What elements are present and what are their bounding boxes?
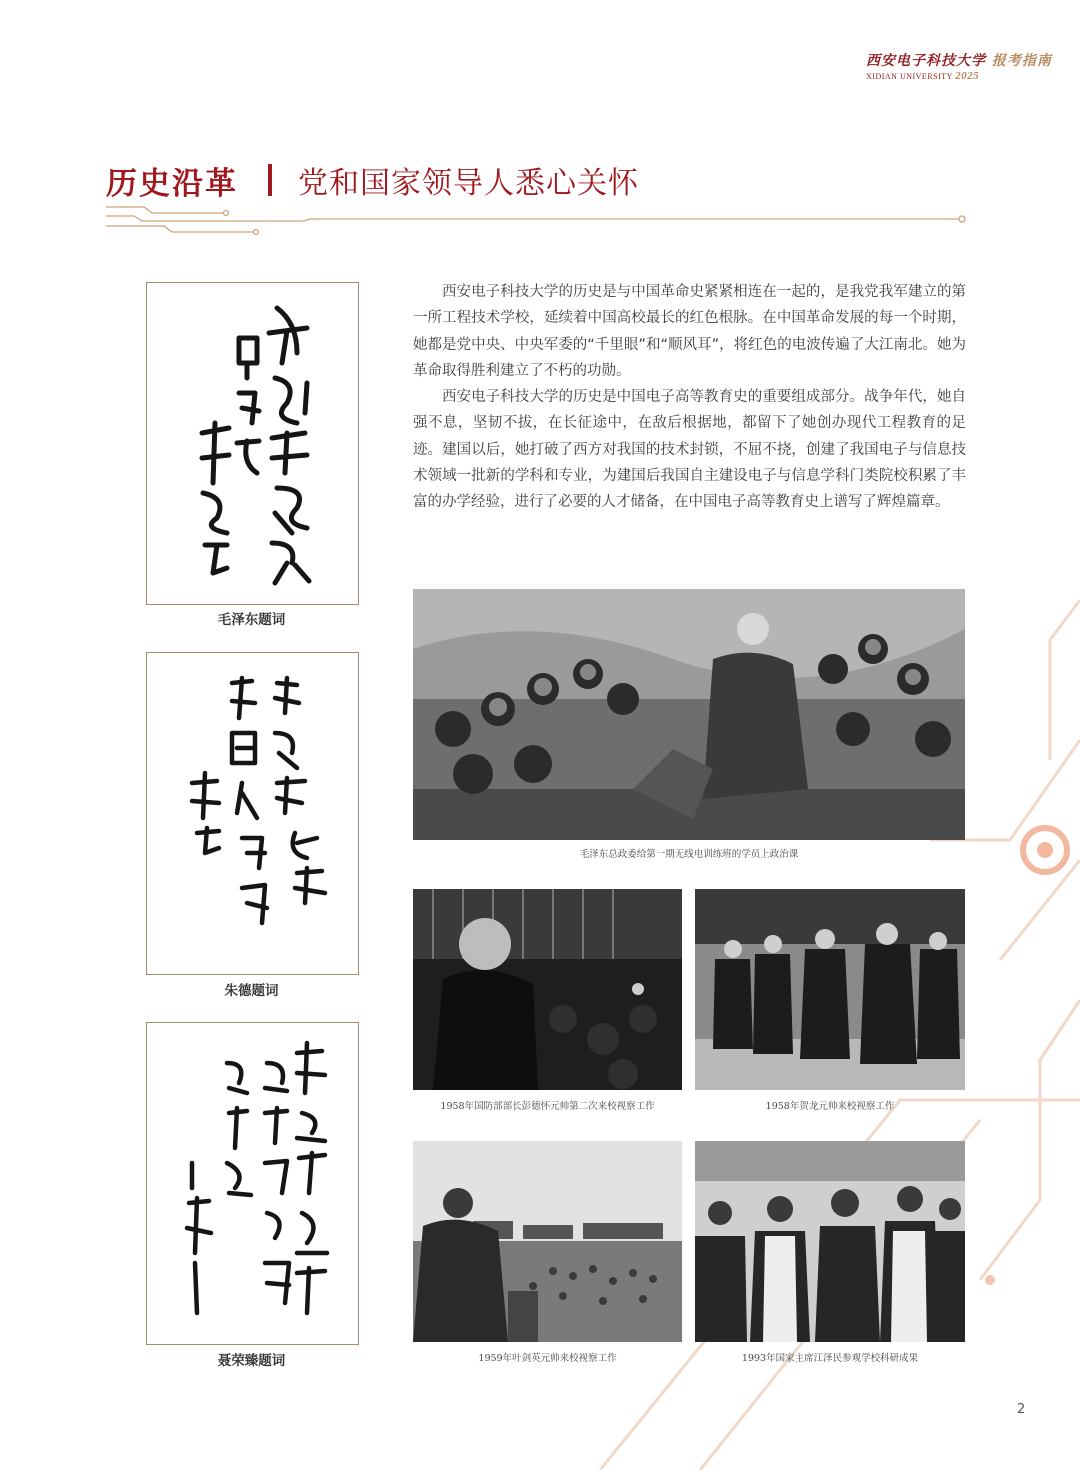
page-number: 2 bbox=[1017, 1402, 1026, 1417]
photo-caption-3: 1958年贺龙元帅来校视察工作 bbox=[765, 1101, 895, 1112]
photo-mao-lecture bbox=[413, 589, 965, 840]
caption-nie: 聂荣臻题词 bbox=[217, 1353, 286, 1369]
caption-zhu: 朱德题词 bbox=[224, 983, 279, 999]
photo-ye-jianying bbox=[413, 1141, 682, 1342]
calligraphy-nie-image bbox=[147, 1023, 358, 1344]
logo-year: 2025 bbox=[955, 70, 980, 82]
photo-caption-1: 毛泽东总政委给第一期无线电训练班的学员上政治课 bbox=[579, 849, 799, 860]
photo-caption-5: 1993年国家主席江泽民参观学校科研成果 bbox=[741, 1353, 919, 1364]
university-logo bbox=[866, 50, 1052, 82]
intro-paragraph-2: 西安电子科技大学的历史是中国电子高等教育史的重要组成部分。战争年代，她自强不息，坚韧不拔，在长征途中，在敌后根据地，都留下了她创办现代工程教育的足迹。建国以后，她打破了西方对我国的技术封锁，不屈不挠，创建了我国电子与信息技术领域一批新的学科和专业，为建国后我国自主建设电子与信息学科门类院校积累了丰富的办学经验，进行了必要的人才储备，在中国电子高等教育史上谱写了辉煌篇章。 bbox=[413, 389, 966, 511]
intro-text bbox=[413, 279, 966, 516]
calligraphy-mao bbox=[146, 282, 359, 605]
caption-mao: 毛泽东题词 bbox=[217, 612, 286, 628]
intro-paragraph-1: 西安电子科技大学的历史是与中国革命史紧紧相连在一起的，是我党我军建立的第一所工程技术学校，延续着中国高校最长的红色根脉。在中国革命发展的每一个时期，她都是党中央、中央军委的“千里眼”和“顺风耳”，将红色的电波传遍了大江南北。她为革命取得胜利建立了不朽的功勋。 bbox=[413, 284, 966, 379]
calligraphy-zhu-image bbox=[147, 653, 358, 974]
photo-peng-dehuai bbox=[413, 889, 682, 1090]
section-title bbox=[106, 155, 639, 205]
calligraphy-nie bbox=[146, 1022, 359, 1345]
photo-jiang-zemin bbox=[695, 1141, 965, 1342]
logo-cn: 西安电子科技大学 bbox=[866, 53, 986, 69]
logo-guide: 报考指南 bbox=[991, 53, 1052, 69]
photo-caption-2: 1958年国防部部长彭德怀元帅第二次来校视察工作 bbox=[440, 1101, 655, 1112]
logo-en: XIDIAN UNIVERSITY bbox=[866, 72, 953, 81]
calligraphy-mao-image bbox=[147, 283, 358, 604]
calligraphy-zhu bbox=[146, 652, 359, 975]
photo-caption-4: 1959年叶剑英元帅来校视察工作 bbox=[478, 1353, 617, 1364]
title-main: 历史沿革 bbox=[106, 165, 238, 202]
photo-he-long bbox=[695, 889, 965, 1090]
title-circuit-line bbox=[104, 200, 970, 240]
title-sub: 党和国家领导人悉心关怀 bbox=[298, 166, 639, 201]
title-divider bbox=[268, 164, 272, 196]
